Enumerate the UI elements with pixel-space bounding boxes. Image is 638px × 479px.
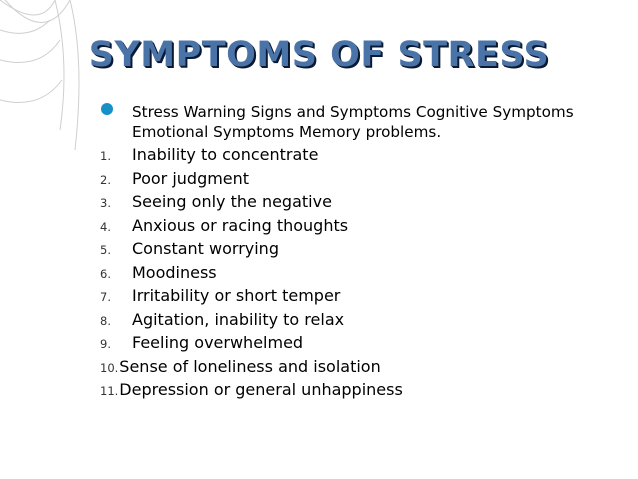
list-item-text: Moodiness xyxy=(132,262,217,282)
list-item-number: 1. xyxy=(100,149,111,163)
list-item xyxy=(100,169,610,193)
list-item xyxy=(100,216,610,240)
list-item-text: Irritability or short temper xyxy=(132,286,341,305)
list-item-text: Poor judgment xyxy=(132,168,250,188)
numbered-list xyxy=(100,145,610,404)
list-item-number: 8. xyxy=(100,313,111,328)
list-item-number: 11. xyxy=(100,384,119,398)
list-item xyxy=(100,286,610,310)
list-item xyxy=(100,310,610,334)
slide-title: SYMPTOMS OF STRESS xyxy=(88,35,550,75)
list-item-text: Inability to concentrate xyxy=(132,145,319,164)
list-item xyxy=(100,333,610,357)
list-item xyxy=(100,239,610,263)
list-item xyxy=(100,263,610,287)
list-item-text: Feeling overwhelmed xyxy=(132,333,304,352)
list-item-number: 9. xyxy=(100,337,111,351)
list-item-number: 5. xyxy=(100,243,111,257)
list-item-text: Anxious or racing thoughts xyxy=(132,215,349,235)
list-item-text: Agitation, inability to relax xyxy=(132,309,345,329)
list-item-number: 2. xyxy=(100,172,111,187)
list-item-number: 3. xyxy=(100,196,111,210)
list-item-number: 6. xyxy=(100,266,111,281)
bullet-text: Stress Warning Signs and Symptoms Cognitive Symptoms Emotional Symptoms Memory problems. xyxy=(132,103,574,141)
list-item-text: Seeing only the negative xyxy=(132,192,332,211)
list-item xyxy=(100,192,610,216)
list-item-text: Depression or general unhappiness xyxy=(119,380,403,399)
list-item-text: Constant worrying xyxy=(132,239,279,258)
list-item-number: 10. xyxy=(100,360,119,375)
bullet-dot-icon xyxy=(101,103,113,115)
list-item-number: 4. xyxy=(100,219,111,234)
list-item-number: 7. xyxy=(100,290,111,304)
list-item xyxy=(100,145,610,169)
list-item xyxy=(100,380,610,404)
list-item-text: Sense of loneliness and isolation xyxy=(119,356,381,376)
list-item xyxy=(100,357,610,381)
